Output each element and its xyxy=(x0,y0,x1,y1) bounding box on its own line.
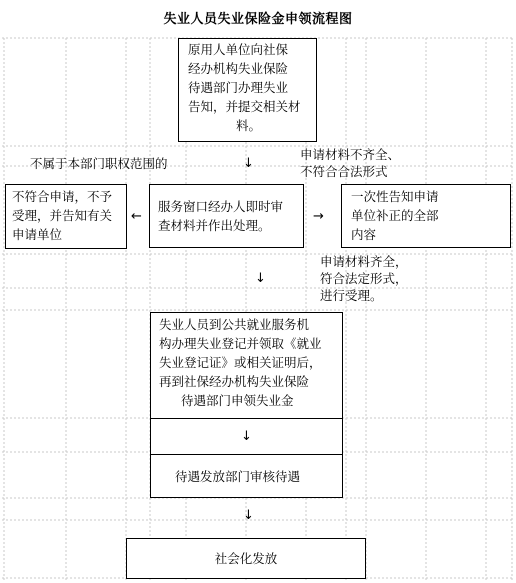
reject-line-3: 申请单位 xyxy=(12,227,63,242)
submit-line-3: 待遇部门办理失业 xyxy=(188,80,289,95)
condition-complete-line-2: 符合法定形式， xyxy=(320,271,408,286)
arrow-down-2: ↓ xyxy=(255,271,266,286)
arrow-left: ← xyxy=(131,209,142,224)
supplement-line-3: 内容 xyxy=(351,227,377,242)
register-line-5: 待遇部门申领失业金 xyxy=(181,393,294,408)
arrow-down-3: ↓ xyxy=(241,429,252,444)
condition-complete xyxy=(320,253,408,304)
review-box xyxy=(149,184,304,248)
condition-incomplete-line-1: 申请材料不齐全、 xyxy=(300,147,401,162)
submit-line-2: 经办机构失业保险 xyxy=(188,61,289,76)
review-line-2: 查材料并作出处理。 xyxy=(158,218,271,233)
distribute-box xyxy=(126,538,366,579)
condition-out-of-scope: 不属于本部门职权范围的 xyxy=(30,156,168,171)
reject-line-2: 受理，并告知有关 xyxy=(12,208,113,223)
condition-complete-line-1: 申请材料齐全， xyxy=(320,254,408,269)
reject-line-1: 不符合申请，不予 xyxy=(12,189,113,204)
register-divider xyxy=(151,418,342,419)
register-apply-box xyxy=(150,312,343,498)
arrow-right: → xyxy=(313,209,324,224)
condition-incomplete xyxy=(300,146,400,180)
condition-complete-line-3: 进行受理。 xyxy=(320,288,383,303)
arrow-down-4: ↓ xyxy=(243,508,254,523)
verify-text: 待遇发放部门审核待遇 xyxy=(175,469,301,484)
supplement-box xyxy=(341,184,511,248)
register-line-4: 再到社保经办机构失业保险 xyxy=(159,374,310,389)
submit-line-5: 料。 xyxy=(236,118,262,133)
reject-box xyxy=(5,184,127,249)
supplement-line-2: 单位补正的全部 xyxy=(351,208,439,223)
verify-divider xyxy=(151,454,342,455)
diagram-title: 失业人员失业保险金申领流程图 xyxy=(163,12,353,27)
submit-line-1: 原用人单位向社保 xyxy=(188,42,289,57)
distribute-label: 社会化发放 xyxy=(214,551,278,566)
review-line-1: 服务窗口经办人即时审 xyxy=(158,199,284,214)
register-text xyxy=(159,315,341,410)
register-line-3: 失业登记证》或相关证明后， xyxy=(159,355,322,370)
submit-materials-box xyxy=(178,38,317,142)
condition-incomplete-line-2: 不符合合法形式 xyxy=(300,164,388,179)
supplement-line-1: 一次性告知申请 xyxy=(351,189,439,204)
register-line-2: 构办理失业登记并领取《就业 xyxy=(159,336,322,351)
submit-line-4: 告知，并提交相关材 xyxy=(188,99,301,114)
arrow-down-1: ↓ xyxy=(243,156,254,171)
register-line-1: 失业人员到公共就业服务机 xyxy=(159,317,310,332)
